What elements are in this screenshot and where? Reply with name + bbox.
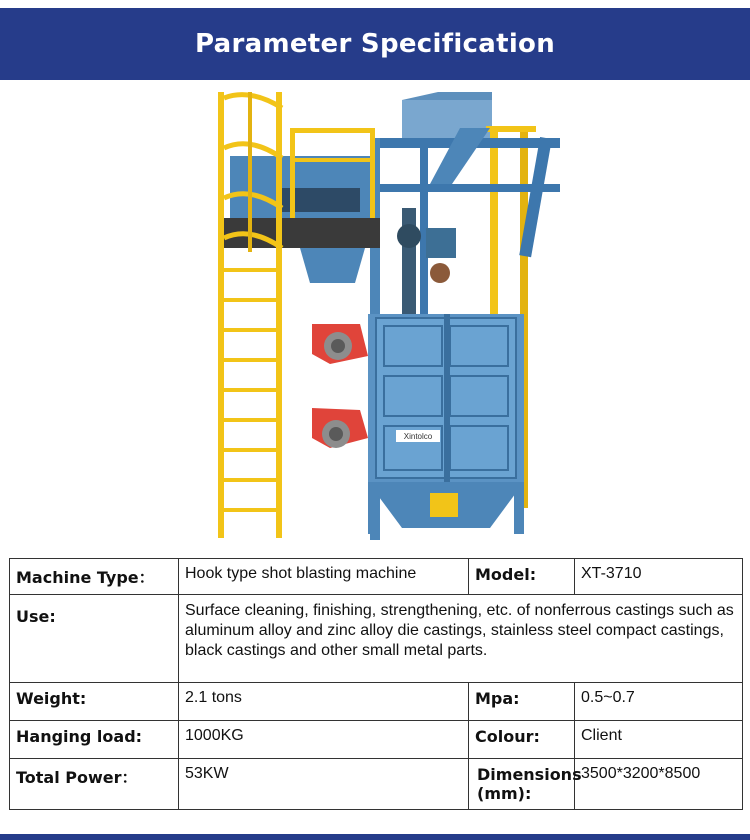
weight-value: 2.1 tons	[179, 683, 469, 721]
model-value: XT-3710	[575, 559, 743, 595]
dimensions-label: Dimensions (mm):	[469, 759, 575, 810]
page-header	[0, 8, 750, 80]
spec-table	[9, 558, 743, 810]
colour-label: Colour:	[469, 721, 575, 759]
dimensions-value: 3500*3200*8500	[575, 759, 743, 810]
table-row	[10, 595, 743, 683]
machine-type-value: Hook type shot blasting machine	[179, 559, 469, 595]
weight-label: Weight:	[10, 683, 179, 721]
machine-type-label: Machine Type：	[10, 559, 179, 595]
use-value: Surface cleaning, finishing, strengthening, etc. of nonferrous castings such as aluminum alloy and zinc alloy die castings, stainless steel compact castings, black castings and other small metal parts.	[179, 595, 743, 683]
total-power-label: Total Power：	[10, 759, 179, 810]
page-title: Parameter Specification	[194, 29, 556, 59]
mpa-value: 0.5~0.7	[575, 683, 743, 721]
mpa-label: Mpa:	[469, 683, 575, 721]
table-row	[10, 559, 743, 595]
hanging-load-value: 1000KG	[179, 721, 469, 759]
brand-plate: Xintolco	[403, 432, 433, 441]
table-row	[10, 683, 743, 721]
table-row	[10, 759, 743, 810]
use-label: Use:	[10, 595, 179, 683]
model-label: Model:	[469, 559, 575, 595]
colour-value: Client	[575, 721, 743, 759]
hanging-load-label: Hanging load:	[10, 721, 179, 759]
footer-bar	[0, 834, 750, 840]
table-row	[10, 721, 743, 759]
machine-photo	[190, 88, 570, 540]
total-power-value: 53KW	[179, 759, 469, 810]
